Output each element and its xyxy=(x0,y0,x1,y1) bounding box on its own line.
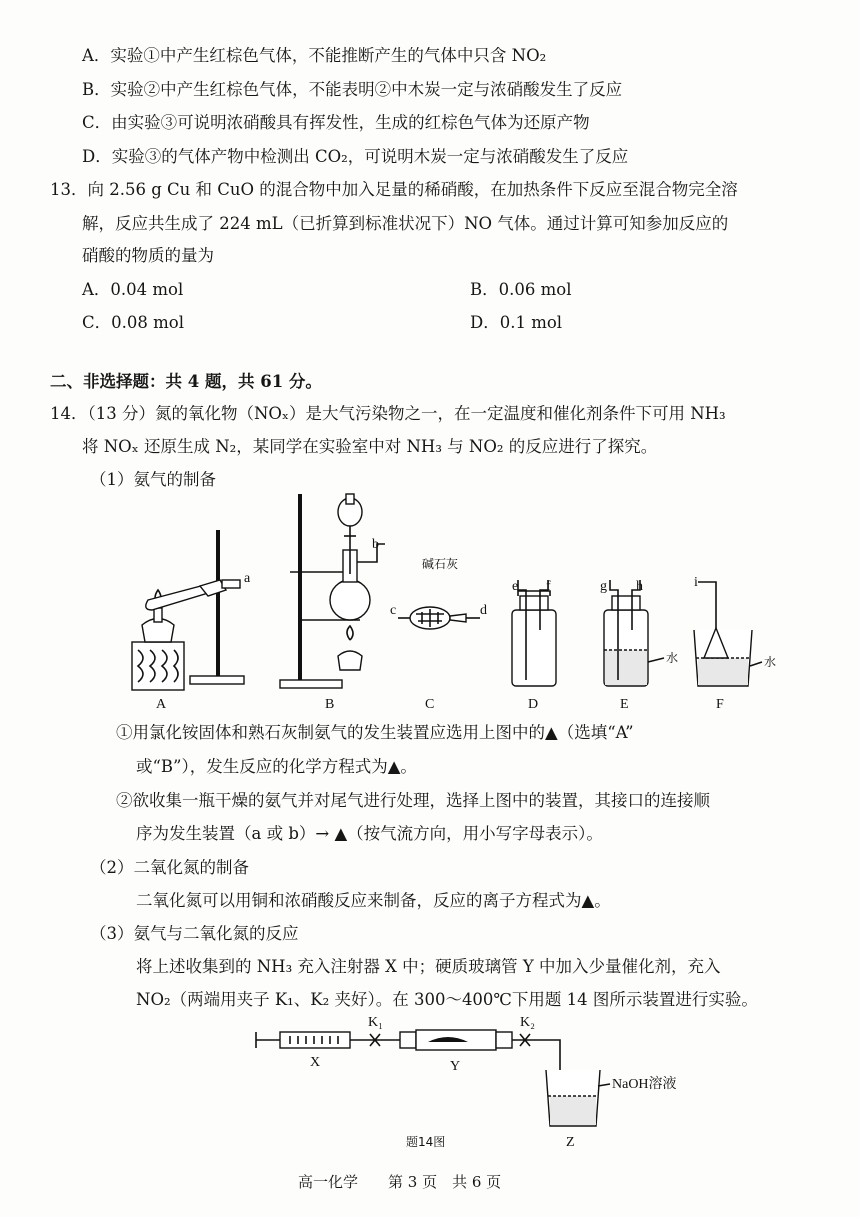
q12-option-b: B．实验②中产生红棕色气体，不能表明②中木炭一定与浓硝酸发生了反应 xyxy=(82,80,623,99)
apparatus-label-c: C xyxy=(425,697,435,712)
q14-sub2-line2: 序为发生装置（a 或 b）→ ▲（按气流方向，用小写字母表示）。 xyxy=(136,824,603,843)
q14-stem-line2: 将 NOₓ 还原生成 N₂，某同学在实验室中对 NH₃ 与 NO₂ 的反应进行了探究。 xyxy=(82,437,658,456)
soda-lime-label: 碱石灰 xyxy=(422,557,459,571)
apparatus-f xyxy=(694,575,776,712)
port-label-i: i xyxy=(694,575,698,590)
q12-option-d: D．实验③的气体产物中检测出 CO₂，可说明木炭一定与浓硝酸发生了反应 xyxy=(82,147,629,166)
q14-part1-title: （1）氨气的制备 xyxy=(90,470,216,489)
apparatus-c xyxy=(390,556,487,712)
apparatus-diagram xyxy=(120,490,800,715)
apparatus-a xyxy=(132,530,251,712)
apparatus-label-f: F xyxy=(716,697,724,712)
port-label-c: c xyxy=(390,603,397,618)
label-naoh: NaOH溶液 xyxy=(612,1077,677,1092)
page-footer: 高一化学 第 3 页 共 6 页 xyxy=(298,1173,502,1191)
beaker-z xyxy=(546,1040,677,1150)
q12-option-a: A．实验①中产生红棕色气体，不能推断产生的气体中只含 NO₂ xyxy=(82,46,547,65)
q13-option-c: C．0.08 mol xyxy=(82,313,184,332)
apparatus-d xyxy=(512,579,556,712)
port-label-e: e xyxy=(512,579,519,594)
q14-sub2-line1: ②欲收集一瓶干燥的氨气并对尾气进行处理，选择上图中的装置，其接口的连接顺 xyxy=(116,791,710,810)
figure-14 xyxy=(250,1010,720,1160)
apparatus-label-b: B xyxy=(325,697,335,712)
q13-option-d: D．0.1 mol xyxy=(470,313,563,332)
syringe-x xyxy=(256,1032,400,1070)
water-label-e: 水 xyxy=(666,651,679,665)
q13-stem-line1: 13．向 2.56 g Cu 和 CuO 的混合物中加入足量的稀硝酸，在加热条件下反应至混合物完全溶 xyxy=(50,180,738,199)
apparatus-label-a: A xyxy=(156,697,167,712)
label-y: Y xyxy=(450,1059,461,1074)
label-k2: K₂ xyxy=(520,1015,535,1030)
port-label-h: h xyxy=(636,579,643,594)
clamp-k2 xyxy=(520,1015,535,1046)
q14-sub1-line1: ①用氯化铵固体和熟石灰制氨气的发生装置应选用上图中的▲（选填“A” xyxy=(116,723,634,742)
q14-part2-title: （2）二氧化氮的制备 xyxy=(90,858,249,877)
apparatus-e xyxy=(600,579,678,712)
figure-14-caption: 题14图 xyxy=(406,1135,446,1149)
q14-part3-title: （3）氨气与二氧化氮的反应 xyxy=(90,924,299,943)
q12-option-c: C．由实验③可说明浓硝酸具有挥发性，生成的红棕色气体为还原产物 xyxy=(82,113,590,132)
port-label-a: a xyxy=(244,571,251,586)
q13-option-b: B．0.06 mol xyxy=(470,280,572,299)
clamp-k1 xyxy=(368,1015,383,1046)
water-label-f: 水 xyxy=(764,655,777,669)
q14-part3-line1: 将上述收集到的 NH₃ 充入注射器 X 中；硬质玻璃管 Y 中加入少量催化剂，充入 xyxy=(136,957,721,976)
apparatus-label-e: E xyxy=(620,697,629,712)
apparatus-b xyxy=(280,494,385,712)
q13-option-a: A．0.04 mol xyxy=(82,280,184,299)
q14-part3-line2: NO₂（两端用夹子 K₁、K₂ 夹好）。在 300～400℃下用题 14 图所示装置进行实验。 xyxy=(136,990,758,1009)
port-label-d: d xyxy=(480,603,487,618)
port-label-f: f xyxy=(546,579,551,594)
label-x: X xyxy=(310,1055,321,1070)
q14-sub1-line2: 或“B”），发生反应的化学方程式为▲。 xyxy=(136,757,417,776)
label-k1: K₁ xyxy=(368,1015,383,1030)
port-label-b: b xyxy=(372,537,379,552)
port-label-g: g xyxy=(600,579,607,594)
label-z: Z xyxy=(566,1135,575,1150)
q14-stem-line1: 14．（13 分）氮的氧化物（NOₓ）是大气污染物之一，在一定温度和催化剂条件下可用 NH₃ xyxy=(50,404,726,423)
section2-title: 二、非选择题：共 4 题，共 61 分。 xyxy=(50,372,322,391)
q14-part2-text: 二氧化氮可以用铜和浓硝酸反应来制备，反应的离子方程式为▲。 xyxy=(136,891,611,910)
apparatus-label-d: D xyxy=(528,697,539,712)
q13-stem-line2: 解，反应共生成了 224 mL（已折算到标准状况下）NO 气体。通过计算可知参加反应的 xyxy=(82,214,729,233)
q13-stem-line3: 硝酸的物质的量为 xyxy=(82,246,214,265)
